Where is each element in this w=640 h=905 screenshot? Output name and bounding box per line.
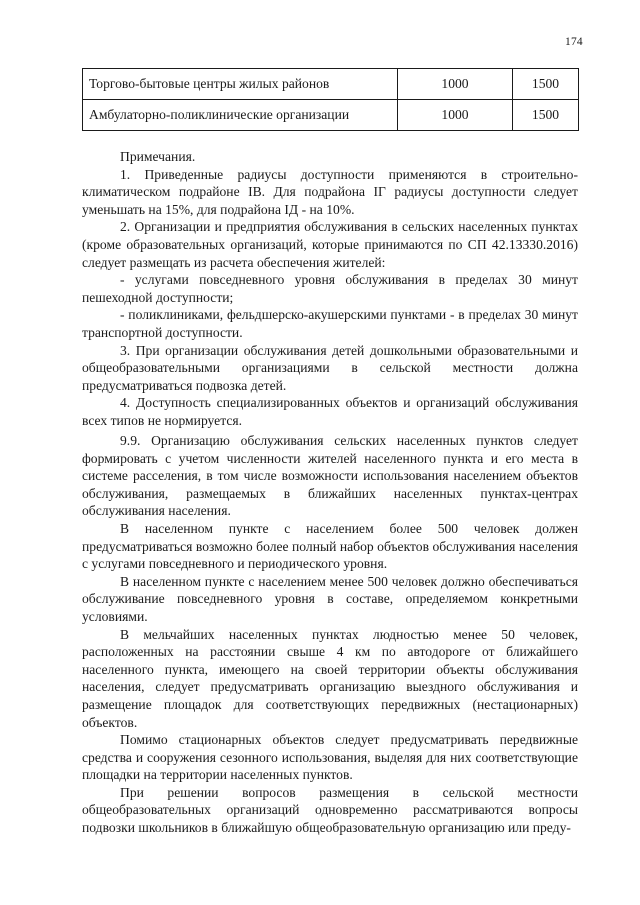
- note-item: 4. Доступность специализированных объектов и организаций обслуживания всех типов не нормируется.: [82, 395, 578, 428]
- table-cell-value: 1500: [513, 69, 579, 100]
- notes-title: Примечания.: [120, 149, 196, 164]
- table-cell-value: 1500: [513, 100, 579, 131]
- paragraph: В населенном пункте с населением более 500 человек должен предусматриваться возможно более полный набор объектов обслуживания населения с услугами повседневного и периодического уровня.: [82, 520, 578, 572]
- paragraph: В населенном пункте с населением менее 500 человек должно обеспечиваться обслуживание повседневного уровня в составе, определяемом конкретными условиями.: [82, 573, 578, 624]
- notes-section: [82, 148, 578, 430]
- table-cell-value: 1000: [398, 100, 513, 131]
- table-row: [83, 100, 579, 131]
- page-number: 174: [565, 36, 583, 48]
- note-item: - услугами повседневного уровня обслуживания в пределах 30 минут пешеходной доступности;: [82, 272, 578, 305]
- table-cell-value: 1000: [398, 69, 513, 100]
- note-item: 3. При организации обслуживания детей дошкольными образовательными и общеобразовательными организациями в сельской местности должна предусматриваться подвозка детей.: [82, 342, 578, 393]
- section-9-9: [82, 432, 578, 837]
- note-item: - поликлиниками, фельдшерско-акушерскими пунктами - в пределах 30 минут транспортной доступности.: [82, 307, 578, 340]
- note-item: 2. Организации и предприятия обслуживания в сельских населенных пунктах (кроме образовательных организаций, которые принимаются по СП 42.13330.2016) следует размещать из расчета обеспечения жителей:: [82, 219, 578, 270]
- table-cell-name: Амбулаторно-поликлинические организации: [83, 100, 398, 131]
- note-item: 1. Приведенные радиусы доступности применяются в строительно-климатическом подрайоне IВ. Для подрайона IГ радиусы доступности следует уменьшать на 15%, для подрайона IД - на 10%.: [82, 166, 578, 217]
- paragraph: При решении вопросов размещения в сельской местности общеобразовательных организаций одновременно рассматриваются вопросы подвозки школьников в ближайшую общеобразовательную организацию или преду-: [82, 784, 578, 836]
- service-radius-table: [82, 68, 579, 131]
- table-row: [83, 69, 579, 100]
- paragraph: Помимо стационарных объектов следует предусматривать передвижные средства и сооружения сезонного использования, выделяя для них соответствующие площадки на территории населенных пунктов.: [82, 732, 578, 783]
- table-cell-name: Торгово-бытовые центры жилых районов: [83, 69, 398, 100]
- paragraph: 9.9. Организацию обслуживания сельских населенных пунктов следует формировать с учетом численности жителей населенного пункта и его места в системе расселения, в том числе возможности использования населением объектов обслуживания, размещаемых в ближайших населенных пунктах-центрах обслуживания населения.: [82, 433, 578, 519]
- paragraph: В мельчайших населенных пунктах людностью менее 50 человек, расположенных на расстоянии свыше 4 км по автодороге от ближайшего населенного пункта, имеющего на своей территории объекты обслуживания населения, следует предусматривать организацию выездного обслуживания и размещение площадок для соответствующих передвижных (нестационарных) объектов.: [82, 626, 578, 730]
